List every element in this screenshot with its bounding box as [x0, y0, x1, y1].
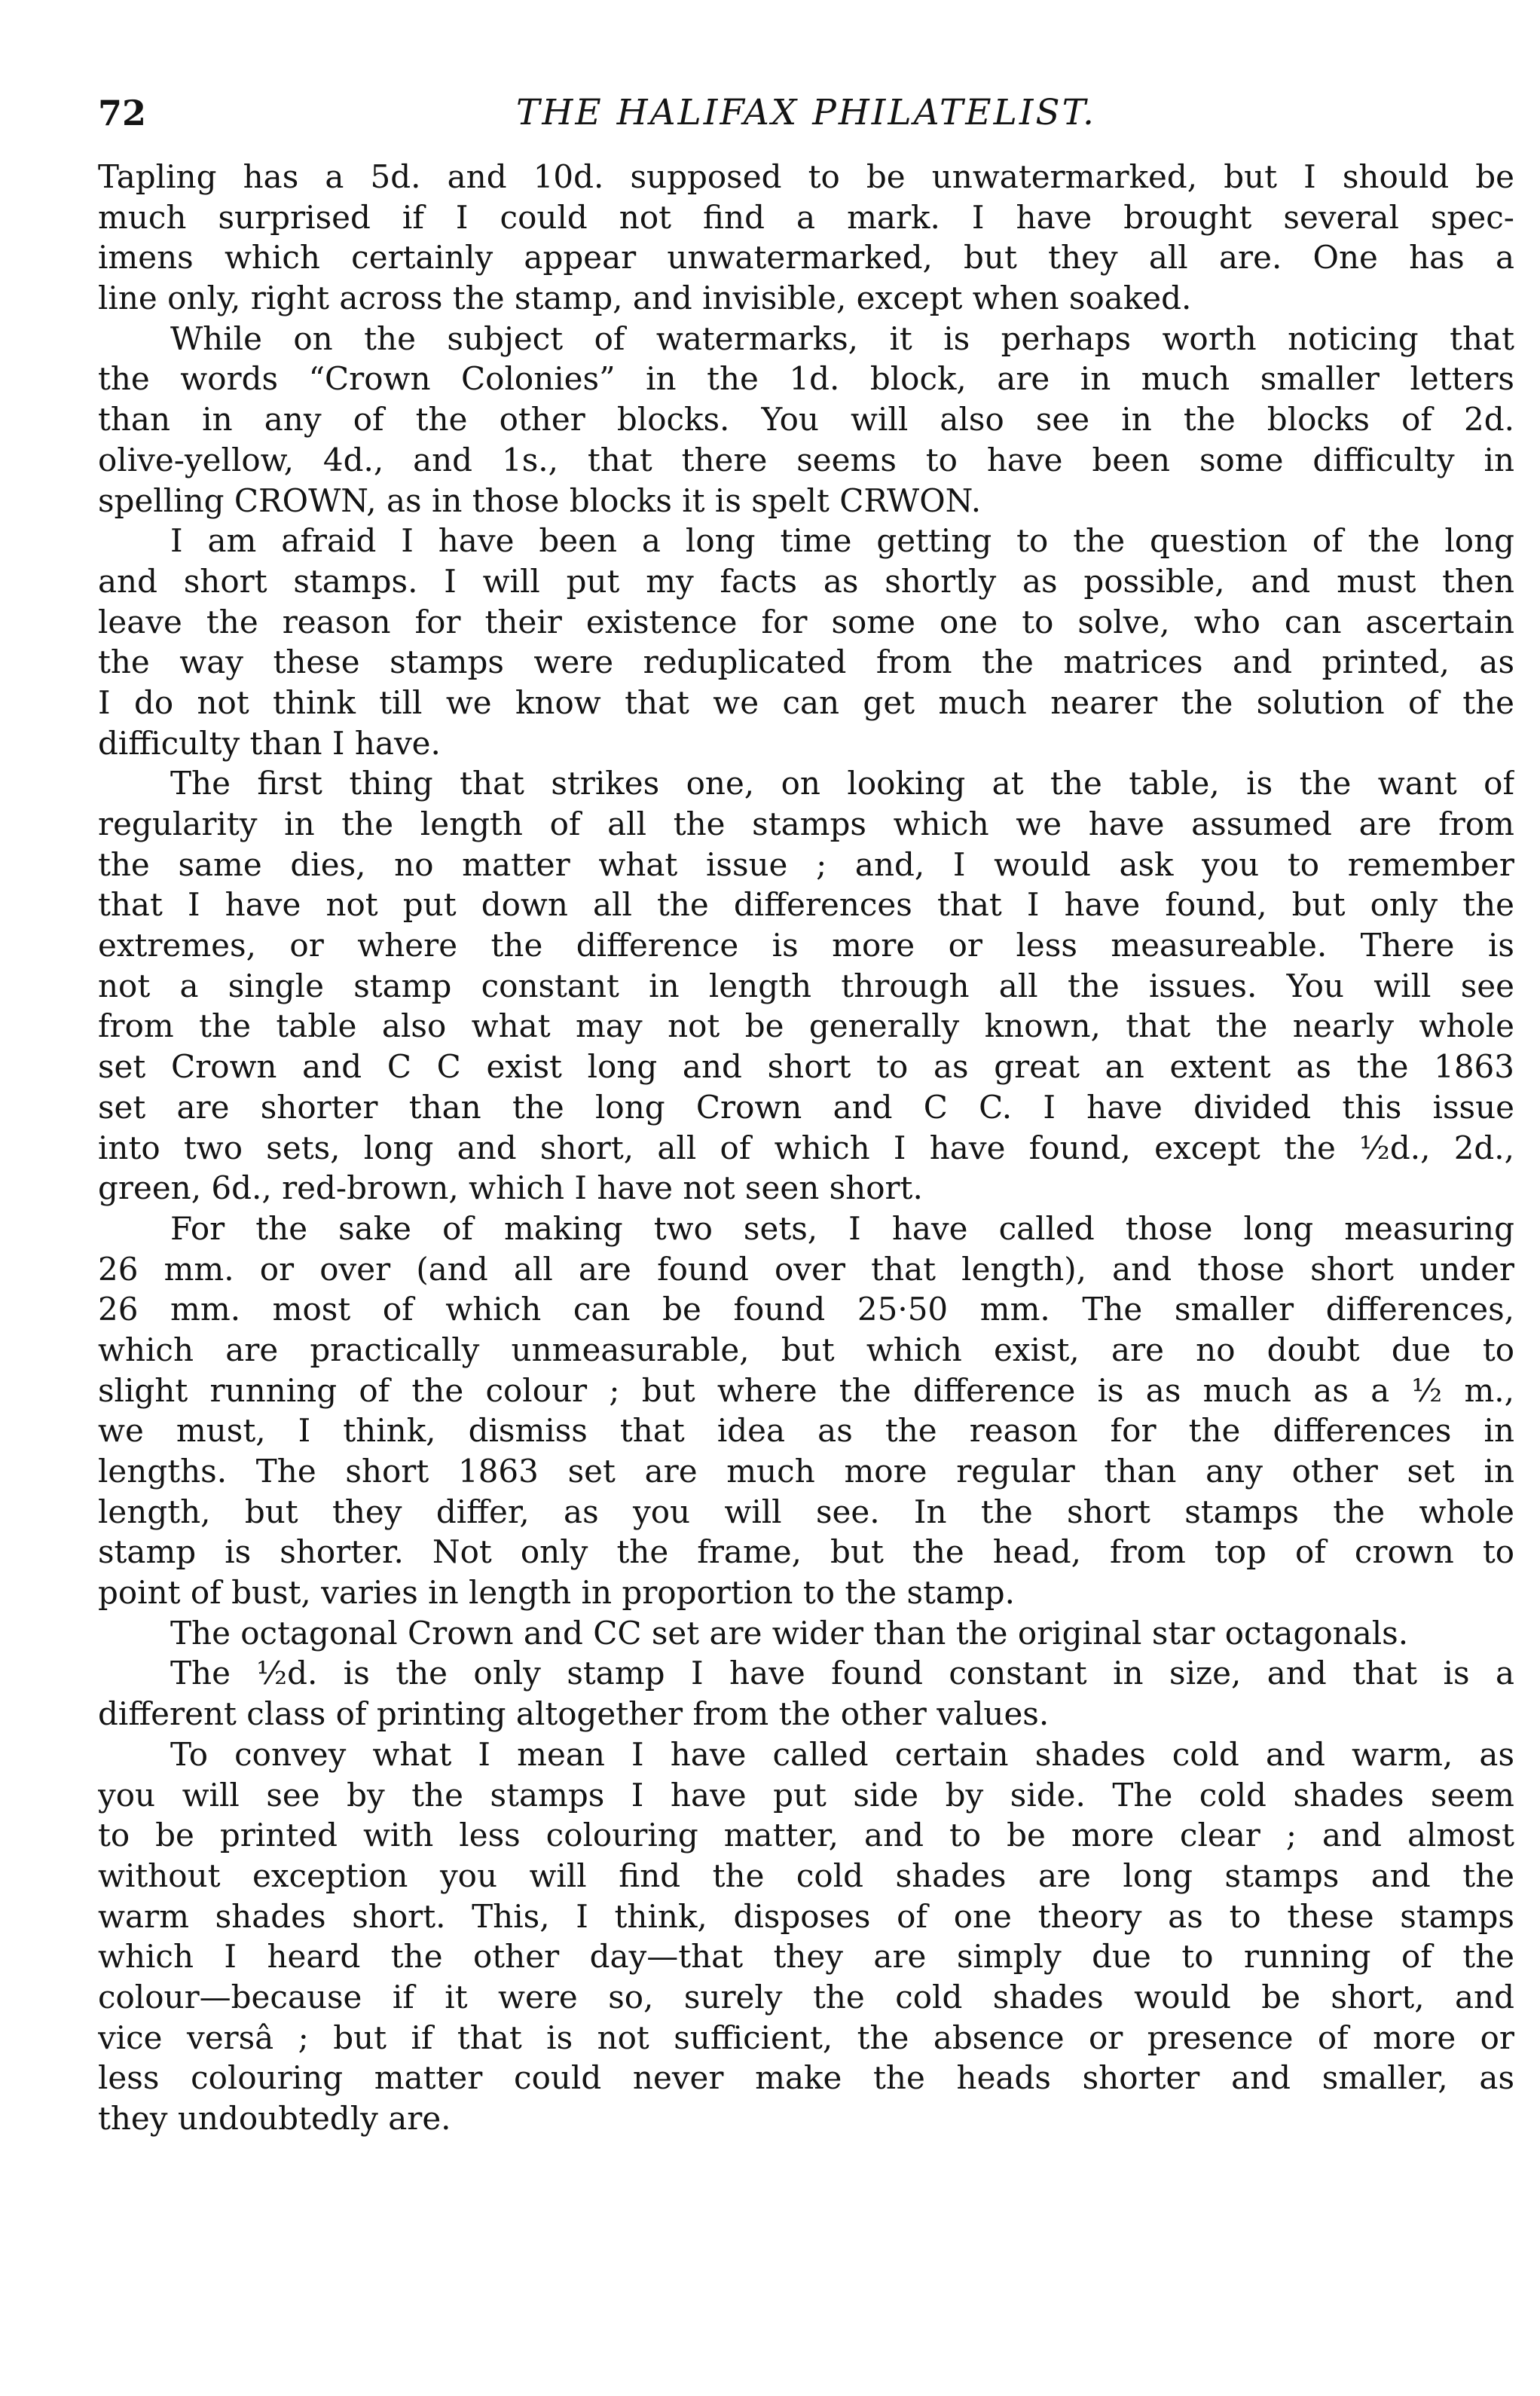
text-line: to be printed with less colouring matter, and to be more clear ; and almost	[98, 1817, 1514, 1854]
text-line: not a single stamp constant in length through all the issues. You will see	[98, 967, 1514, 1004]
text-line: different class of printing altogether from the other values.	[98, 1695, 1050, 1733]
text-line: colour—because if it were so, surely the cold shades would be short, and	[98, 1978, 1514, 2016]
text-line: than in any of the other blocks. You will also see in the blocks of 2d.	[98, 401, 1514, 439]
text-line: line only, right across the stamp, and invisible, except when soaked.	[98, 280, 1192, 317]
paragraph	[98, 1734, 1514, 2139]
text-line: While on the subject of watermarks, it is perhaps worth noticing that	[170, 319, 1514, 357]
text-line: vice versâ ; but if that is not sufficient, the absence or presence of more or	[98, 2019, 1514, 2056]
text-line: warm shades short. This, I think, disposes of one theory as to these stamps	[98, 1897, 1514, 1935]
text-line: 26 mm. or over (and all are found over that length), and those short under	[98, 1250, 1514, 1288]
text-line: they undoubtedly are.	[98, 2100, 451, 2137]
text-line: I am afraid I have been a long time getting to the question of the long	[170, 522, 1514, 560]
text-line: The first thing that strikes one, on looking at the table, is the want of	[170, 765, 1514, 802]
paragraph	[98, 319, 1514, 521]
paragraph	[98, 521, 1514, 763]
text-line: we must, I think, dismiss that idea as the reason for the differences in	[98, 1412, 1514, 1450]
page	[98, 83, 1514, 2139]
paragraph	[98, 157, 1514, 319]
text-line: lengths. The short 1863 set are much more regular than any other set in	[98, 1453, 1514, 1490]
text-line: olive-yellow, 4d., and 1s., that there seems to have been some difficulty in	[98, 441, 1514, 478]
text-line: stamp is shorter. Not only the frame, but the head, from top of crown to	[98, 1533, 1514, 1571]
text-line: the same dies, no matter what issue ; and, I would ask you to remember	[98, 845, 1514, 883]
text-line: point of bust, varies in length in proportion to the stamp.	[98, 1574, 1016, 1612]
text-line: Tapling has a 5d. and 10d. supposed to be unwatermarked, but I should be	[98, 158, 1514, 195]
text-line: The ½d. is the only stamp I have found constant in size, and that is a	[170, 1655, 1514, 1692]
text-line: into two sets, long and short, all of which I have found, except the ½d., 2d.,	[98, 1129, 1514, 1166]
text-line: difficulty than I have.	[98, 724, 441, 762]
text-line: the way these stamps were reduplicated from the matrices and printed, as	[98, 643, 1514, 681]
text-line: much surprised if I could not find a mark. I have brought several spec-	[98, 198, 1514, 236]
text-line: The octagonal Crown and CC set are wider than the original star octagonals.	[170, 1614, 1409, 1652]
text-line: For the sake of making two sets, I have called those long measuring	[170, 1209, 1514, 1247]
text-line: 26 mm. most of which can be found 25·50 mm. The smaller differences,	[98, 1291, 1514, 1328]
paragraph	[98, 1209, 1514, 1613]
text-line: spelling CROWN, as in those blocks it is spelt CRWON.	[98, 481, 982, 519]
text-line: To convey what I mean I have called certain shades cold and warm, as	[170, 1735, 1514, 1773]
paragraph	[98, 763, 1514, 1209]
page-number: 72	[98, 93, 147, 133]
text-line: leave the reason for their existence for some one to solve, who can ascertain	[98, 603, 1514, 640]
text-line: that I have not put down all the differences that I have found, but only the	[98, 886, 1514, 924]
text-line: imens which certainly appear unwatermarked, but they all are. One has a	[98, 239, 1514, 277]
text-line: you will see by the stamps I have put side by side. The cold shades seem	[98, 1776, 1514, 1814]
text-line: the words “Crown Colonies” in the 1d. block, are in much smaller letters	[98, 360, 1514, 398]
text-line: less colouring matter could never make the heads shorter and smaller, as	[98, 2059, 1514, 2097]
text-line: regularity in the length of all the stamps which we have assumed are from	[98, 805, 1514, 842]
journal-title: THE HALIFAX PHILATELIST.	[516, 92, 1096, 133]
text-line: which I heard the other day—that they are simply due to running of the	[98, 1938, 1514, 1976]
text-line: set Crown and C C exist long and short to as great an extent as the 1863	[98, 1048, 1514, 1086]
text-line: which are practically unmeasurable, but which exist, are no doubt due to	[98, 1331, 1514, 1368]
text-line: green, 6d., red-brown, which I have not seen short.	[98, 1169, 923, 1207]
text-line: set are shorter than the long Crown and C C. I have divided this issue	[98, 1088, 1514, 1126]
text-line: slight running of the colour ; but where the difference is as much as a ½ m.,	[98, 1371, 1514, 1409]
paragraph	[98, 1653, 1514, 1734]
text-line: and short stamps. I will put my facts as shortly as possible, and must then	[98, 562, 1514, 600]
text-line: extremes, or where the difference is more or less measureable. There is	[98, 927, 1514, 964]
text-line: without exception you will find the cold shades are long stamps and the	[98, 1857, 1514, 1894]
text-line: from the table also what may not be generally known, that the nearly whole	[98, 1007, 1514, 1045]
text-line: length, but they differ, as you will see. In the short stamps the whole	[98, 1493, 1514, 1530]
running-head	[98, 83, 1514, 143]
article-body	[98, 157, 1514, 2139]
paragraph	[98, 1613, 1514, 1654]
text-line: I do not think till we know that we can get much nearer the solution of the	[98, 683, 1514, 721]
